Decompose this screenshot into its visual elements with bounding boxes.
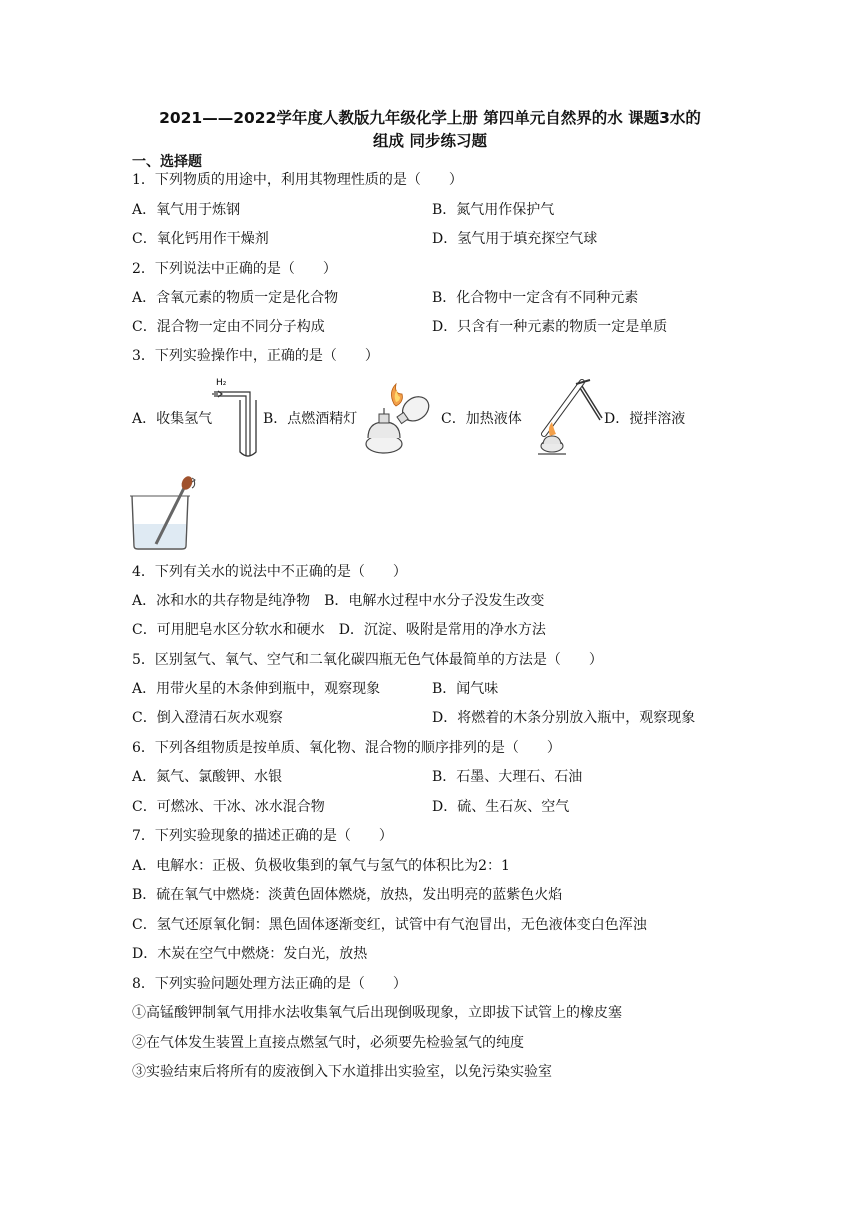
- question-5-stem: 5．区别氢气、氧气、空气和二氧化碳四瓶无色气体最简单的方法是（ ）: [132, 652, 603, 668]
- question-3-stem: 3．下列实验操作中，正确的是（ ）: [132, 348, 379, 364]
- q3-option-a: A．收集氢气: [132, 411, 213, 427]
- q5-option-a: A．用带火星的木条伸到瓶中，观察现象: [132, 681, 381, 697]
- question-2-stem: 2．下列说法中正确的是（ ）: [132, 261, 337, 277]
- q3-option-b: B．点燃酒精灯: [263, 411, 358, 427]
- q5-option-c: C．倒入澄清石灰水观察: [132, 710, 283, 726]
- q6-option-a: A．氮气、氯酸钾、水银: [132, 769, 283, 785]
- q4-options-ab: A．冰和水的共存物是纯净物 B．电解水过程中水分子没发生改变: [132, 593, 545, 609]
- question-6-stem: 6．下列各组物质是按单质、氧化物、混合物的顺序排列的是（ ）: [132, 740, 561, 756]
- q2-option-a: A．含氧元素的物质一定是化合物: [132, 290, 339, 306]
- q2-option-b: B．化合物中一定含有不同种元素: [432, 290, 639, 306]
- section-heading: 一、选择题: [132, 154, 202, 170]
- question-7-stem: 7．下列实验现象的描述正确的是（ ）: [132, 828, 393, 844]
- q7-option-d: D．木炭在空气中燃烧：发白光，放热: [132, 946, 368, 962]
- q3-option-d: D．搅拌溶液: [604, 411, 686, 427]
- document-title-line2: 组成 同步练习题: [373, 132, 487, 150]
- h2-label: H₂: [216, 378, 227, 388]
- q1-option-c: C．氧化钙用作干燥剂: [132, 231, 269, 247]
- q1-option-a: A．氧气用于炼钢: [132, 202, 241, 218]
- q1-option-b: B．氮气用作保护气: [432, 202, 555, 218]
- stir-solution-figure: [126, 474, 200, 552]
- q2-option-c: C．混合物一定由不同分子构成: [132, 319, 325, 335]
- q7-option-a: A．电解水：正极、负极收集到的氧气与氢气的体积比为2：1: [132, 858, 510, 874]
- light-alcohol-lamp-figure: [358, 380, 438, 458]
- q5-option-d: D．将燃着的木条分别放入瓶中，观察现象: [432, 710, 696, 726]
- q1-option-d: D．氢气用于填充探空气球: [432, 231, 598, 247]
- q5-option-b: B．闻气味: [432, 681, 499, 697]
- q4-options-cd: C．可用肥皂水区分软水和硬水 D．沉淀、吸附是常用的净水方法: [132, 622, 546, 638]
- q7-option-b: B．硫在氧气中燃烧：淡黄色固体燃烧，放热，发出明亮的蓝紫色火焰: [132, 887, 563, 903]
- collect-hydrogen-figure: [212, 376, 268, 460]
- q2-option-d: D．只含有一种元素的物质一定是单质: [432, 319, 668, 335]
- q6-option-c: C．可燃冰、干冰、冰水混合物: [132, 799, 325, 815]
- heat-liquid-figure: [530, 376, 606, 456]
- question-1-stem: 1．下列物质的用途中，利用其物理性质的是（ ）: [132, 172, 463, 188]
- q3-option-c: C．加热液体: [441, 411, 522, 427]
- q8-item-3: ③实验结束后将所有的废液倒入下水道排出实验室，以免污染实验室: [132, 1064, 552, 1080]
- q6-option-d: D．硫、生石灰、空气: [432, 799, 570, 815]
- q7-option-c: C．氢气还原氧化铜：黑色固体逐渐变红，试管中有气泡冒出，无色液体变白色浑浊: [132, 917, 647, 933]
- document-title-line1: 2021——2022学年度人教版九年级化学上册 第四单元自然界的水 课题3水的: [159, 109, 701, 127]
- q8-item-1: ①高锰酸钾制氧气用排水法收集氧气后出现倒吸现象，立即拔下试管上的橡皮塞: [132, 1005, 622, 1021]
- question-8-stem: 8．下列实验问题处理方法正确的是（ ）: [132, 976, 407, 992]
- question-4-stem: 4．下列有关水的说法中不正确的是（ ）: [132, 564, 407, 580]
- q6-option-b: B．石墨、大理石、石油: [432, 769, 583, 785]
- q8-item-2: ②在气体发生装置上直接点燃氢气时，必须要先检验氢气的纯度: [132, 1035, 524, 1051]
